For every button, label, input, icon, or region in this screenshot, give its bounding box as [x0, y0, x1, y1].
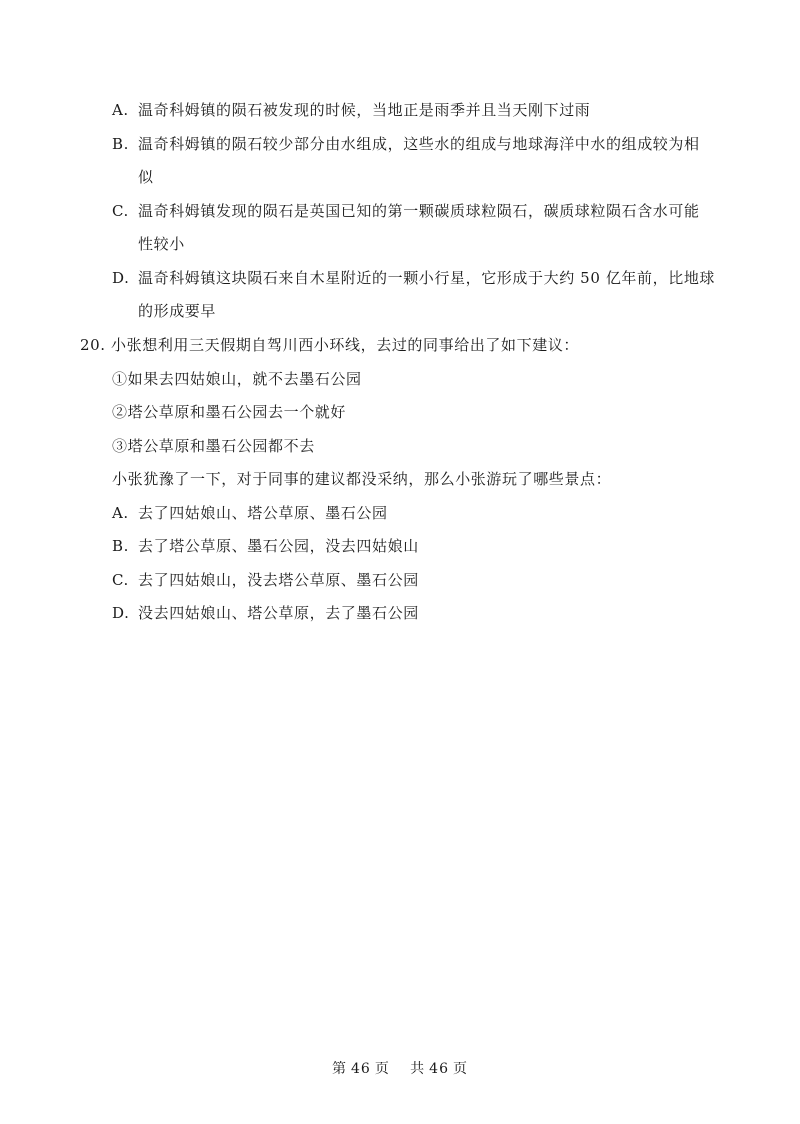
- option-label: B.: [112, 537, 129, 555]
- option-text-continued: 性较小: [138, 235, 185, 253]
- option-label: D.: [112, 604, 130, 622]
- option-text-continued: 的形成要早: [138, 302, 217, 320]
- total-suffix: 页: [453, 1061, 468, 1077]
- option-label: A.: [112, 504, 129, 522]
- prev-option-c: [112, 201, 700, 221]
- suggestion-2: [112, 402, 346, 422]
- option-text: 温奇科姆镇的陨石较少部分由水组成，这些水的组成与地球海洋中水的组成较为相: [138, 135, 700, 153]
- suggestion-3: [112, 436, 315, 456]
- total-prefix: 共: [410, 1061, 426, 1077]
- option-text: 温奇科姆镇这块陨石来自木星附近的一颗小行星，它形成于大约 50 亿年前，比地球: [138, 269, 716, 287]
- page-suffix: 页: [374, 1061, 390, 1077]
- prev-option-c-cont: [138, 234, 185, 254]
- option-label: C.: [112, 571, 129, 589]
- option-label: B.: [112, 135, 129, 153]
- question-stem: 小张想利用三天假期自驾川西小环线，去过的同事给出了如下建议：: [111, 336, 580, 354]
- q20-option-d: [112, 603, 419, 623]
- suggestion-text: ②塔公草原和墨石公园去一个就好: [112, 403, 347, 421]
- q20-option-a: [112, 503, 388, 523]
- page-number: 46: [350, 1061, 371, 1077]
- option-label: D.: [112, 269, 130, 287]
- option-text: 去了四姑娘山、塔公草原、墨石公园: [138, 504, 388, 522]
- prev-option-b-cont: [138, 167, 154, 187]
- option-text: 温奇科姆镇发现的陨石是英国已知的第一颗碳质球粒陨石，碳质球粒陨石含水可能: [138, 202, 700, 220]
- q20-option-b: [112, 536, 419, 556]
- total-pages: 46: [429, 1061, 449, 1077]
- prev-option-a: [112, 100, 590, 120]
- suggestion-text: ①如果去四姑娘山，就不去墨石公园: [112, 370, 362, 388]
- option-text: 没去四姑娘山、塔公草原，去了墨石公园: [138, 604, 419, 622]
- question-prompt: [112, 469, 611, 489]
- option-label: A.: [112, 101, 129, 119]
- question-number: 20.: [80, 336, 106, 354]
- page-prefix: 第: [331, 1061, 347, 1077]
- option-text: 温奇科姆镇的陨石被发现的时候，当地正是雨季并且当天刚下过雨: [138, 101, 591, 119]
- prev-option-b: [112, 134, 700, 154]
- suggestion-text: ③塔公草原和墨石公园都不去: [112, 437, 315, 455]
- option-text: 去了四姑娘山，没去塔公草原、墨石公园: [138, 571, 419, 589]
- option-label: C.: [112, 202, 129, 220]
- page-footer: [0, 1058, 800, 1078]
- q20-option-c: [112, 570, 419, 590]
- option-text-continued: 似: [138, 168, 154, 186]
- prev-option-d-cont: [138, 301, 216, 321]
- option-text: 去了塔公草原、墨石公园，没去四姑娘山: [138, 537, 419, 555]
- question-20-stem: [80, 335, 579, 355]
- suggestion-1: [112, 369, 362, 389]
- prev-option-d: [112, 268, 715, 288]
- prompt-text: 小张犹豫了一下，对于同事的建议都没采纳，那么小张游玩了哪些景点：: [112, 470, 612, 488]
